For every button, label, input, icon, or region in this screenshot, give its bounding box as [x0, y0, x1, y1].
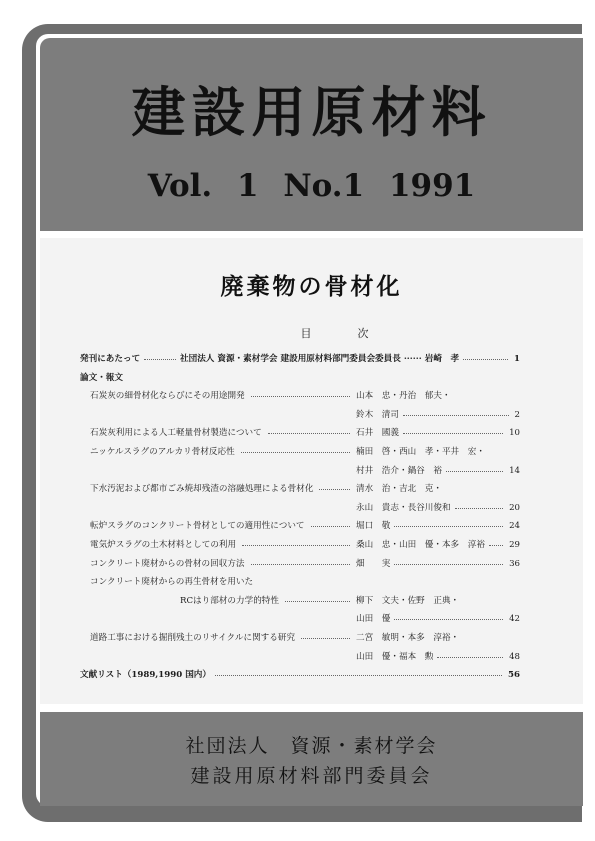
toc-leader-dots: [251, 396, 350, 397]
toc-entry: [80, 352, 520, 366]
toc-entry: [80, 538, 520, 552]
toc-entry: [80, 371, 520, 385]
footer-band: [40, 712, 583, 806]
toc-entry: [80, 594, 520, 608]
publisher-society: 社団法人 資源・素材学会: [185, 735, 438, 757]
toc-entry-page: 36: [509, 558, 520, 569]
toc-entry-author: 畑 実: [356, 558, 391, 569]
toc-entry-page: 29: [509, 540, 520, 550]
toc-entry: [80, 389, 520, 403]
toc-entry: [80, 519, 520, 533]
toc-entry-page: 1: [514, 354, 520, 364]
toc-entry-author: 山田 優・福本 勲: [356, 651, 434, 662]
toc-entry-author: 柳下 文夫・佐野 正典・: [356, 595, 460, 606]
toc-leader-dots: [319, 489, 350, 490]
toc-leader-dots: [215, 675, 502, 676]
toc-entry-title: RCはり部材の力学的特性: [180, 595, 279, 606]
toc-leader-dots: [144, 359, 176, 360]
toc-entry: [80, 445, 520, 459]
toc-entry: [80, 482, 520, 496]
toc-entry-author: 山田 優: [356, 614, 391, 625]
toc-heading: 目次: [300, 327, 415, 340]
toc-entry: [80, 668, 520, 682]
toc-entry-title: コンクリート廃材からの再生骨材を用いた: [90, 577, 254, 588]
toc-entry-page: 14: [509, 465, 520, 476]
toc-leader-dots: [311, 526, 350, 527]
toc-entry-title: 石炭灰利用による人工軽量骨材製造について: [90, 428, 262, 439]
toc-leader-dots: [301, 638, 350, 639]
toc-entry-author: 永山 貴志・長谷川俊和: [356, 502, 451, 513]
toc-entry-title: 文献リスト（1989,1990 国内）: [80, 670, 211, 681]
toc-entry-author: 社団法人 資源・素材学会 建設用原材料部門委員会委員長 ······ 岩崎 孝: [180, 354, 460, 364]
toc-leader-dots: [394, 564, 503, 565]
toc-entry: [80, 464, 520, 478]
toc-entry: [80, 631, 520, 645]
toc-entry-page: 10: [509, 428, 520, 439]
publisher-committee: 建設用原材料部門委員会: [190, 765, 433, 787]
toc-entry-title: 下水汚泥および都市ごみ焼却残渣の溶融処理による骨材化: [90, 484, 314, 495]
toc-entry: [80, 426, 520, 440]
toc-entry-title: 転炉スラグのコンクリート骨材としての適用性について: [90, 521, 305, 532]
toc-leader-dots: [403, 433, 503, 434]
toc-leader-dots: [242, 545, 350, 546]
toc-entry: [80, 612, 520, 626]
toc-entry-author: 堀口 敬: [356, 521, 391, 532]
toc-entry-title: 道路工事における掘削残土のリサイクルに関する研究: [90, 633, 296, 643]
toc-entry: [80, 557, 520, 571]
toc-entry-title: 発刊にあたって: [80, 354, 141, 364]
toc-entry: [80, 650, 520, 664]
toc-leader-dots: [489, 545, 503, 546]
toc-entry-author: 桑山 忠・山田 優・本多 淳裕: [356, 540, 485, 550]
toc-entry: [80, 501, 520, 515]
toc-leader-dots: [394, 526, 503, 527]
toc-leader-dots: [437, 657, 503, 658]
toc-entry-title: 論文・報文: [80, 372, 123, 383]
toc-leader-dots: [455, 508, 503, 509]
toc-entry: [80, 575, 520, 589]
toc-entry-page: 42: [509, 614, 520, 625]
toc-entry-author: 鈴木 清司: [356, 409, 399, 420]
toc-entry-author: 村井 浩介・鍋谷 裕: [356, 465, 442, 476]
toc-leader-dots: [403, 415, 509, 416]
toc-entry-page: 56: [508, 670, 520, 681]
toc-entry-title: 石炭灰の細骨材化ならびにその用途開発: [90, 391, 245, 402]
toc-entry-title: コンクリート廃材からの骨材の回収方法: [90, 558, 245, 569]
toc-entry-page: 20: [509, 502, 520, 513]
toc-entry-page: 2: [514, 409, 520, 420]
toc-entry-page: 24: [509, 521, 520, 532]
toc-entry-page: 48: [509, 651, 520, 662]
special-issue-title: 廃棄物の骨材化: [220, 273, 403, 300]
toc-leader-dots: [268, 433, 350, 434]
toc-entry-title: ニッケルスラグのアルカリ骨材反応性: [90, 447, 235, 457]
toc-entry-author: 清水 治・吉北 克・: [356, 484, 442, 495]
toc-entry-title: 電気炉スラグの土木材料としての利用: [90, 540, 237, 550]
toc-leader-dots: [241, 452, 350, 453]
toc-entry-author: 石井 國義: [356, 428, 399, 439]
toc-entry-author: 二宮 敏明・本多 淳裕・: [356, 633, 460, 643]
toc-entry-author: 山本 忠・丹治 郁夫・: [356, 391, 451, 402]
toc-leader-dots: [463, 359, 508, 360]
toc-leader-dots: [394, 619, 503, 620]
toc-leader-dots: [446, 471, 503, 472]
volume-issue-year: Vol. 1 No.1 1991: [147, 168, 476, 204]
toc-entry-author: 楠田 啓・西山 孝・平井 宏・: [356, 447, 485, 457]
journal-title: 建設用原材料: [131, 80, 492, 144]
toc-entry: [80, 408, 520, 422]
toc-leader-dots: [285, 601, 350, 602]
toc-leader-dots: [251, 564, 350, 565]
